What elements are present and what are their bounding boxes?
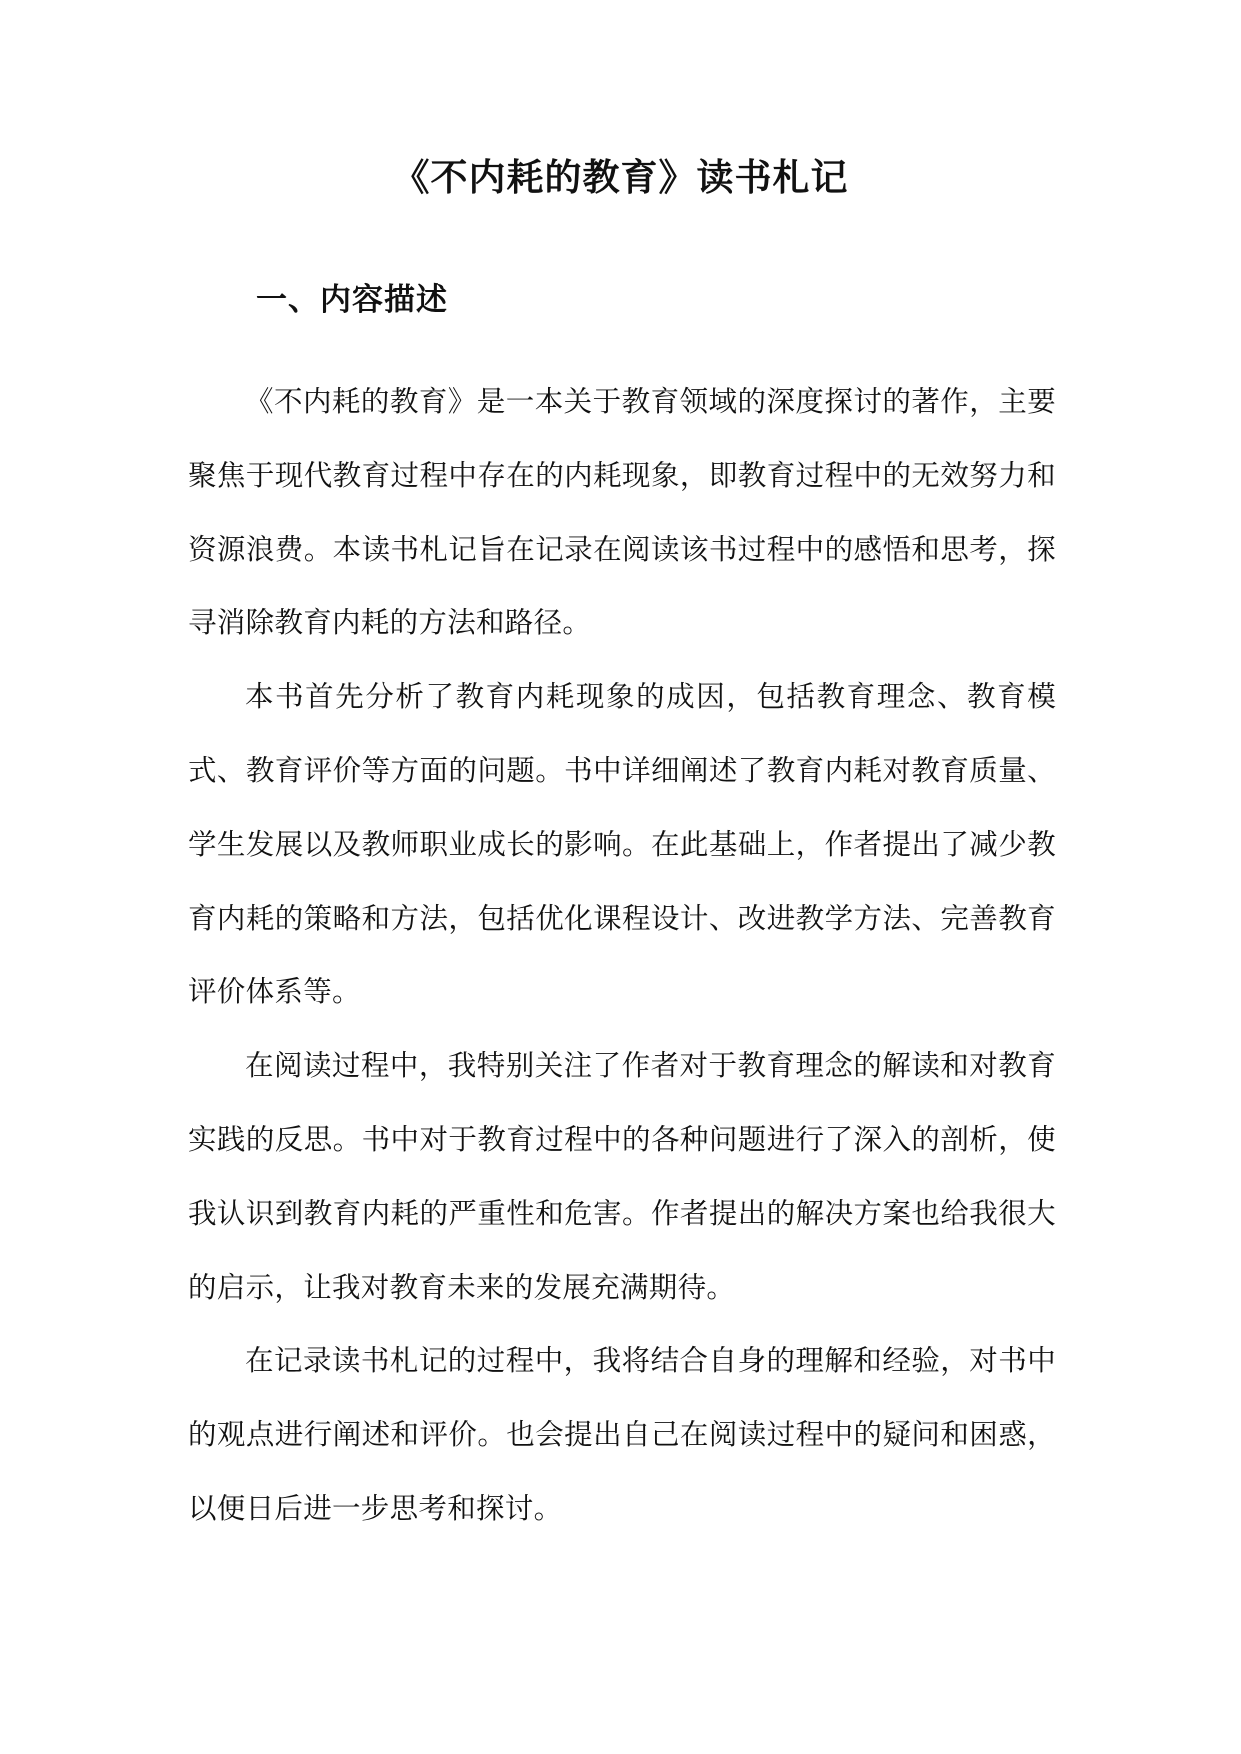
paragraph-3: 在阅读过程中，我特别关注了作者对于教育理念的解读和对教育实践的反思。书中对于教育过程中的各种问题进行了深入的剖析，使我认识到教育内耗的严重性和危害。作者提出的解决方案也给我很大的启示，让我对教育未来的发展充满期待。 xyxy=(188,1049,1056,1304)
paragraph-2: 本书首先分析了教育内耗现象的成因，包括教育理念、教育模式、教育评价等方面的问题。书中详细阐述了教育内耗对教育质量、学生发展以及教师职业成长的影响。在此基础上，作者提出了减少教育内耗的策略和方法，包括优化课程设计、改进教学方法、完善教育评价体系等。 xyxy=(188,680,1056,1009)
section-heading: 一、内容描述 xyxy=(256,282,448,318)
paragraph-1: 《不内耗的教育》是一本关于教育领域的深度探讨的著作，主要聚焦于现代教育过程中存在的内耗现象，即教育过程中的无效努力和资源浪费。本读书札记旨在记录在阅读该书过程中的感悟和思考，探寻消除教育内耗的方法和路径。 xyxy=(188,385,1056,640)
body-text xyxy=(188,365,1056,1546)
document-title: 《不内耗的教育》读书札记 xyxy=(392,156,849,199)
paragraph-4: 在记录读书札记的过程中，我将结合自身的理解和经验，对书中的观点进行阐述和评价。也会提出自己在阅读过程中的疑问和困惑，以便日后进一步思考和探讨。 xyxy=(188,1344,1056,1525)
